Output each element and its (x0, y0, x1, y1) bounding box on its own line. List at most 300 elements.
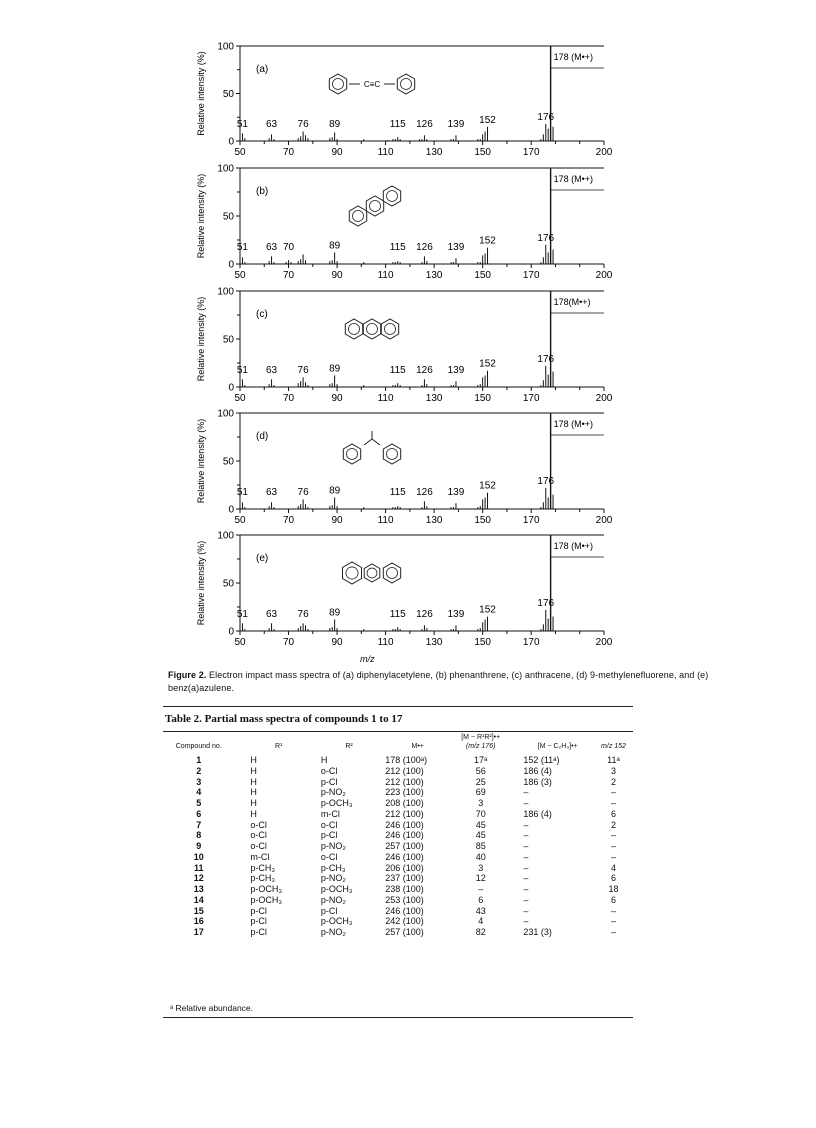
x-tick-label: 50 (234, 637, 246, 648)
peak-label: 76 (297, 365, 309, 376)
x-tick-label: 50 (234, 270, 246, 281)
table-row (165, 820, 633, 831)
y-tick-label: 50 (222, 89, 234, 100)
cell-compound: 1 (196, 755, 202, 765)
x-tick-label: 70 (282, 147, 295, 158)
peak-label: 89 (329, 240, 341, 252)
cell-m: 206 (100) (385, 862, 424, 873)
aromatic-ring-inner (349, 324, 360, 335)
x-tick-label: 200 (595, 393, 613, 404)
x-tick-label: 150 (474, 393, 492, 404)
peak-label: 152 (479, 480, 496, 492)
cell-m: 242 (100) (385, 916, 424, 927)
figure-caption-label: Figure 2. (168, 670, 207, 680)
table-row (165, 873, 633, 884)
cell-compound: 4 (196, 787, 202, 798)
cell-m: 223 (100) (385, 787, 424, 798)
table-row (165, 798, 633, 809)
peak-label: 63 (265, 365, 278, 376)
cell-m: 237 (100) (385, 873, 424, 884)
cell-m-r1r2: 25 (475, 776, 486, 787)
y-axis-title: Relative intensity (%) (196, 296, 206, 382)
aromatic-ring (363, 319, 380, 339)
x-tick-label: 150 (474, 147, 492, 158)
peak-label: 51 (236, 119, 248, 130)
panel-label: (d) (256, 431, 269, 442)
cell-mz152: – (610, 798, 616, 808)
molecular-ion-label: 178(M•+) (553, 297, 591, 307)
aromatic-ring-inner (353, 211, 364, 222)
table-title: Table 2. Partial mass spectra of compounds 1 to 17 (165, 713, 403, 725)
bond-line (372, 439, 380, 445)
x-tick-label: 200 (595, 147, 613, 158)
cell-m-c2h3: 186 (3) (523, 776, 552, 787)
y-tick-label: 0 (228, 259, 234, 271)
cell-mz152: 3 (610, 765, 616, 776)
x-tick-label: 110 (377, 637, 394, 648)
triple-bond-label: C≡C (363, 80, 381, 89)
cell-r2: p-Cl (320, 905, 338, 916)
cell-r2: o-Cl (320, 851, 338, 862)
cell-compound: 7 (196, 819, 202, 830)
cell-m: 178 (100ᵃ) (385, 755, 428, 765)
cell-m-r1r2: 12 (475, 873, 486, 884)
mass-spectra-table (165, 733, 633, 938)
cell-r2: o-Cl (320, 765, 338, 776)
table-header-row (165, 733, 633, 755)
x-tick-label: 130 (425, 147, 443, 158)
x-tick-label: 150 (474, 270, 492, 281)
cell-r1: p-Cl (250, 916, 267, 927)
x-tick-label: 110 (377, 270, 394, 281)
cell-compound: 15 (193, 905, 204, 916)
x-tick-label: 170 (522, 637, 540, 648)
y-tick-label: 0 (228, 626, 234, 638)
cell-mz152: – (610, 841, 616, 851)
molecular-ion-label: 178 (M•+) (553, 174, 594, 184)
cell-mz152: 11ᵃ (607, 755, 620, 765)
cell-m-r1r2: 85 (475, 841, 486, 851)
aromatic-ring (343, 562, 362, 584)
aromatic-ring-inner (401, 79, 412, 90)
x-tick-label: 150 (474, 637, 492, 648)
cell-m: 212 (100) (385, 808, 424, 819)
x-tick-label: 90 (331, 270, 343, 281)
cell-r1: p-Cl (250, 905, 267, 916)
aromatic-ring-inner (387, 449, 398, 460)
cell-m-r1r2: 4 (478, 916, 484, 927)
peak-label: 126 (416, 487, 433, 498)
x-tick-label: 200 (595, 515, 613, 526)
cell-r2: o-Cl (320, 819, 338, 830)
cell-compound: 5 (196, 798, 202, 808)
y-tick-label: 50 (222, 334, 234, 346)
molecular-ion-label: 178 (M•+) (553, 541, 594, 551)
x-tick-label: 70 (282, 637, 295, 648)
table-row (165, 852, 633, 863)
cell-m-c2h3: – (523, 787, 529, 798)
cell-r1: o-Cl (250, 841, 267, 851)
peak-label: 89 (329, 119, 341, 130)
panel-label: (c) (256, 309, 268, 320)
peak-label: 76 (297, 609, 309, 620)
cell-mz152: – (610, 830, 616, 841)
cell-m: 212 (100) (385, 765, 424, 776)
aromatic-ring-inner (347, 449, 358, 460)
peak-label: 63 (265, 119, 278, 130)
aromatic-ring (329, 74, 346, 94)
col-compound: Compound no. (175, 743, 222, 750)
cell-mz152: 2 (610, 776, 616, 787)
aromatic-ring (364, 564, 380, 582)
aromatic-ring-inner (370, 201, 381, 212)
table-row (165, 809, 633, 820)
aromatic-ring (345, 319, 362, 339)
x-tick-label: 150 (474, 515, 492, 526)
table-body (165, 755, 633, 938)
cell-mz152: 2 (610, 819, 616, 830)
cell-r1: H (250, 787, 257, 798)
x-tick-label: 170 (522, 270, 540, 281)
y-tick-label: 50 (222, 211, 234, 223)
cell-m: 253 (100) (385, 894, 424, 905)
cell-m-r1r2: 45 (475, 830, 486, 841)
x-tick-label: 130 (425, 270, 443, 281)
cell-compound: 16 (193, 916, 204, 927)
cell-mz152: 6 (610, 808, 616, 819)
cell-m: 257 (100) (385, 927, 424, 937)
cell-m-r1r2: 69 (475, 787, 486, 798)
cell-m-c2h3: – (523, 851, 529, 862)
cell-m-r1r2: 70 (475, 808, 486, 819)
cell-r2: p-OCH₃ (320, 798, 353, 808)
y-tick-label: 0 (228, 136, 234, 148)
aromatic-ring (366, 196, 383, 216)
peak-label: 152 (479, 604, 496, 616)
cell-m-r1r2: 6 (478, 894, 484, 905)
table-top-rule (163, 706, 633, 707)
peak-label: 126 (416, 609, 433, 620)
peak-label: 176 (537, 475, 555, 487)
cell-r1: H (250, 755, 257, 765)
cell-r1: p-Cl (250, 927, 267, 937)
cell-r1: H (250, 798, 257, 808)
cell-m-c2h3: – (523, 884, 529, 894)
col-r2: R² (345, 743, 353, 750)
cell-m: 246 (100) (385, 819, 424, 830)
panel-label: (e) (256, 553, 269, 564)
cell-mz152: 18 (608, 884, 619, 894)
table-title-rule (163, 731, 633, 732)
peak-label: 176 (537, 597, 555, 609)
col-m-r1r2 (452, 733, 509, 755)
peak-label: 76 (297, 487, 309, 498)
molecular-ion-label: 178 (M•+) (553, 52, 594, 62)
table-row (165, 927, 633, 938)
peak-label: 51 (236, 487, 248, 498)
peak-label: 51 (236, 609, 248, 620)
cell-compound: 12 (193, 873, 204, 884)
aromatic-ring-inner (333, 79, 344, 90)
x-tick-label: 200 (595, 637, 613, 648)
x-tick-label: 50 (234, 515, 246, 526)
cell-m: 238 (100) (385, 884, 424, 894)
x-tick-label: 110 (377, 393, 394, 404)
cell-compound: 8 (196, 830, 202, 841)
cell-m-c2h3: – (523, 798, 529, 808)
y-tick-label: 50 (222, 578, 234, 590)
aromatic-ring (397, 74, 414, 94)
aromatic-ring-inner (387, 191, 398, 202)
cell-r1: m-Cl (250, 851, 270, 862)
x-tick-label: 110 (377, 515, 394, 526)
cell-r1: p-CH₃ (250, 862, 276, 873)
table-footnote: ᵃ Relative abundance. (170, 1003, 254, 1013)
cell-m-r1r2: 82 (475, 927, 486, 937)
table-row (165, 755, 633, 766)
cell-m-c2h3: – (523, 830, 529, 841)
cell-m-r1r2: 43 (475, 905, 486, 916)
y-tick-label: 0 (228, 382, 234, 394)
cell-r2: m-Cl (320, 808, 340, 819)
x-tick-label: 130 (425, 393, 443, 404)
cell-compound: 10 (193, 851, 204, 862)
cell-mz152: – (610, 787, 616, 798)
peak-label: 63 (265, 242, 278, 253)
y-tick-label: 100 (217, 41, 234, 53)
table-row (165, 906, 633, 917)
aromatic-ring (383, 444, 400, 464)
cell-m-r1r2: 40 (475, 851, 486, 862)
x-tick-label: 130 (425, 515, 443, 526)
cell-r1: o-Cl (250, 819, 267, 830)
peak-label: 126 (416, 242, 433, 253)
cell-r1: p-OCH₃ (250, 884, 283, 894)
peak-label: 115 (389, 365, 406, 376)
panel-label: (b) (256, 186, 269, 197)
peak-label: 139 (447, 119, 465, 130)
cell-m: 246 (100) (385, 830, 424, 841)
table-row (165, 841, 633, 852)
peak-label: 126 (416, 365, 433, 376)
peak-label: 139 (447, 242, 465, 253)
peak-label: 115 (389, 609, 406, 620)
col-m-r1r2-label: [M − R¹R²]•+ (461, 734, 501, 741)
cell-r2: p-Cl (320, 830, 338, 841)
bond-line (364, 439, 372, 445)
cell-r1: H (250, 765, 257, 776)
y-axis-title: Relative intensity (%) (196, 173, 206, 259)
x-tick-label: 170 (522, 393, 540, 404)
peak-label: 115 (389, 119, 406, 130)
x-tick-label: 70 (282, 393, 295, 404)
cell-r1: H (250, 808, 257, 819)
cell-m-r1r2: 3 (478, 862, 484, 873)
col-m-c2h3: [M − C₂H₃]•+ (537, 743, 578, 750)
cell-r2: H (320, 755, 328, 765)
cell-r2: p-OCH₃ (320, 916, 353, 927)
cell-r2: p-NO₂ (320, 787, 346, 798)
cell-m-c2h3: – (523, 841, 529, 851)
table-row (165, 830, 633, 841)
cell-compound: 11 (193, 862, 204, 873)
y-tick-label: 50 (222, 456, 234, 468)
peak-label: 152 (479, 114, 496, 126)
cell-r1: p-CH₃ (250, 873, 276, 884)
x-tick-label: 130 (425, 637, 443, 648)
cell-mz152: 4 (610, 862, 616, 873)
y-tick-label: 100 (217, 408, 234, 420)
y-axis-title: Relative intensity (%) (196, 540, 206, 626)
col-mz152: m/z 152 (601, 743, 626, 750)
cell-m-c2h3: – (523, 862, 529, 873)
x-tick-label: 110 (377, 147, 394, 158)
cell-m-r1r2: 56 (475, 765, 486, 776)
peak-label: 126 (416, 119, 433, 130)
peak-label: 176 (537, 353, 555, 365)
x-tick-label: 170 (522, 515, 540, 526)
x-tick-label: 50 (234, 393, 246, 404)
peak-label: 76 (297, 119, 309, 130)
x-axis-title: m/z (360, 654, 375, 664)
x-tick-label: 70 (282, 515, 295, 526)
x-tick-label: 70 (282, 270, 295, 281)
cell-r1: p-OCH₃ (250, 894, 283, 905)
x-tick-label: 90 (331, 393, 343, 404)
cell-compound: 9 (196, 841, 202, 851)
aromatic-ring (349, 206, 366, 226)
cell-m-r1r2: 3 (478, 798, 484, 808)
cell-r1: o-Cl (250, 830, 267, 841)
table-row (165, 895, 633, 906)
x-tick-label: 90 (331, 147, 343, 158)
table-row (165, 766, 633, 777)
table-row (165, 863, 633, 874)
peak-label: 176 (537, 232, 555, 244)
cell-m-c2h3: – (523, 819, 529, 830)
y-tick-label: 100 (217, 163, 234, 175)
cell-r1: H (250, 776, 257, 787)
peak-label: 89 (329, 607, 341, 619)
table-row (165, 777, 633, 788)
table-row (165, 787, 633, 798)
peak-label: 139 (447, 365, 465, 376)
cell-mz152: – (610, 905, 616, 916)
peak-label: 152 (479, 358, 496, 370)
cell-m-c2h3: 186 (4) (523, 765, 552, 776)
cell-m: 208 (100) (385, 798, 424, 808)
panel-label: (a) (256, 64, 269, 75)
cell-m-c2h3: – (523, 894, 529, 905)
cell-r2: p-CH₃ (320, 862, 346, 873)
figure-caption-text: Electron impact mass spectra of (a) diphenylacetylene, (b) phenanthrene, (c) anthracene, (d) 9-methylenefluorene, and (e) benz(a)azulene. (168, 670, 709, 693)
aromatic-ring (383, 563, 400, 583)
x-tick-label: 200 (595, 270, 613, 281)
y-tick-label: 100 (217, 530, 234, 542)
cell-r2: p-Cl (320, 776, 338, 787)
cell-m: 246 (100) (385, 851, 424, 862)
x-tick-label: 50 (234, 147, 246, 158)
cell-mz152: – (610, 851, 616, 862)
molecular-ion-label: 178 (M•+) (553, 419, 594, 429)
x-tick-label: 90 (331, 515, 343, 526)
cell-m-c2h3: – (523, 916, 529, 927)
peak-label: 115 (389, 487, 406, 498)
cell-m-c2h3: – (523, 873, 529, 884)
peak-label: 63 (265, 609, 278, 620)
aromatic-ring (381, 319, 398, 339)
peak-label: 89 (329, 485, 341, 497)
cell-mz152: – (610, 927, 616, 937)
cell-m-c2h3: 152 (11ᵃ) (523, 755, 560, 765)
figure-caption (168, 669, 748, 695)
cell-compound: 3 (196, 776, 202, 787)
peak-label: 176 (537, 111, 555, 123)
y-axis-title: Relative intensity (%) (196, 418, 206, 504)
cell-r2: p-NO₂ (320, 841, 346, 851)
peak-label: 115 (389, 242, 406, 253)
cell-r2: p-NO₂ (320, 927, 346, 937)
cell-compound: 6 (196, 808, 202, 819)
aromatic-ring-inner (385, 324, 396, 335)
y-tick-label: 100 (217, 286, 234, 298)
col-m-r1r2-sub: (m/z 176) (465, 743, 496, 750)
peak-label: 139 (447, 609, 465, 620)
peak-label: 51 (236, 365, 248, 376)
aromatic-ring-inner (387, 568, 398, 579)
cell-m-c2h3: – (523, 905, 529, 916)
y-tick-label: 0 (228, 504, 234, 516)
col-m: M•+ (411, 743, 424, 750)
x-tick-label: 90 (331, 637, 343, 648)
cell-r2: p-NO₂ (320, 894, 346, 905)
cell-m-r1r2: – (478, 884, 484, 894)
cell-compound: 17 (193, 927, 204, 937)
aromatic-ring-inner (346, 567, 358, 579)
cell-compound: 2 (196, 765, 202, 776)
col-r1: R¹ (274, 743, 283, 750)
peak-label: 89 (329, 363, 341, 375)
y-axis-title: Relative intensity (%) (196, 51, 206, 136)
aromatic-ring-inner (367, 568, 377, 578)
peak-label: 152 (479, 235, 496, 247)
cell-m: 212 (100) (385, 776, 424, 787)
cell-mz152: – (610, 916, 616, 927)
cell-m: 246 (100) (385, 905, 424, 916)
peak-label: 139 (447, 487, 465, 498)
table-bottom-rule (163, 1017, 633, 1018)
cell-compound: 14 (193, 894, 204, 905)
table-row (165, 884, 633, 895)
peak-label: 63 (265, 487, 278, 498)
cell-m-r1r2: 45 (475, 819, 486, 830)
peak-label: 70 (282, 242, 295, 253)
peak-label: 51 (236, 242, 248, 253)
cell-mz152: 6 (610, 873, 616, 884)
cell-r2: p-NO₂ (320, 873, 346, 884)
cell-m: 257 (100) (385, 841, 424, 851)
cell-m-r1r2: 17ᵃ (474, 755, 488, 765)
cell-m-c2h3: 231 (3) (523, 927, 552, 937)
aromatic-ring (383, 186, 400, 206)
table-row (165, 916, 633, 927)
aromatic-ring (343, 444, 360, 464)
cell-mz152: 6 (610, 894, 616, 905)
x-tick-label: 170 (522, 147, 540, 158)
cell-compound: 13 (193, 884, 204, 894)
aromatic-ring-inner (367, 324, 378, 335)
cell-r2: p-OCH₃ (320, 884, 353, 894)
